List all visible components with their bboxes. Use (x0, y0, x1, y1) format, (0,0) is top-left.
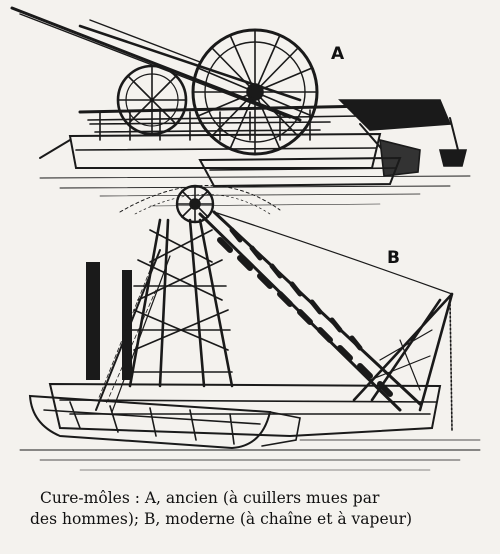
modern-dredger-drawing (20, 185, 480, 470)
caption-line-1: Cure-môles : A, ancien (à cuillers mues par (40, 489, 380, 507)
figure-label-a: A (331, 44, 345, 64)
figure-label-b: B (387, 248, 400, 268)
figure-caption (30, 488, 490, 530)
caption-line-2: des hommes); B, moderne (à chaîne et à vapeur) (30, 510, 413, 528)
old-dredger-drawing (12, 8, 470, 206)
